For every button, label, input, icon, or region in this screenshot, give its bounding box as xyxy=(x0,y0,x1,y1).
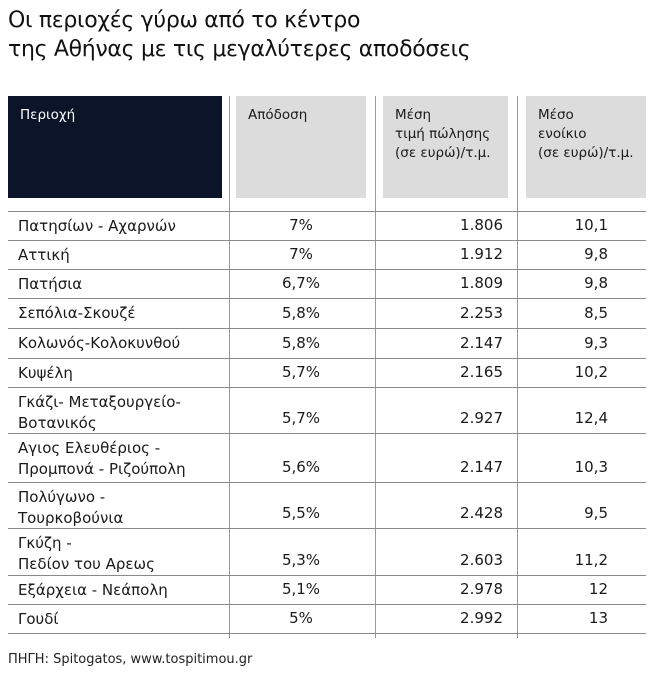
price-cell: 2.165 xyxy=(460,363,503,381)
table-row xyxy=(8,387,646,433)
yield-cell: 5,8% xyxy=(281,334,321,352)
rent-cell: 9,8 xyxy=(584,274,608,292)
table-row xyxy=(8,358,646,387)
area-cell: Γουδί xyxy=(18,610,59,628)
price-cell: 2.992 xyxy=(460,609,503,627)
rent-cell: 12,4 xyxy=(574,409,608,427)
yield-cell: 5% xyxy=(289,609,313,627)
table-row xyxy=(8,298,646,328)
price-cell: 1.912 xyxy=(460,245,503,263)
source-note: ΠΗΓΗ: Spitogatos, www.tospitimou.gr xyxy=(8,652,253,667)
area-cell: Σεπόλια-Σκουζέ xyxy=(18,304,136,322)
rent-cell: 9,5 xyxy=(584,504,608,522)
rent-cell: 12 xyxy=(588,580,608,598)
yield-cell: 5,7% xyxy=(281,363,321,381)
yield-cell: 5,6% xyxy=(281,458,321,476)
rent-cell: 10,2 xyxy=(574,363,608,381)
area-cell: Αττική xyxy=(18,246,70,264)
title-line-2: της Αθήνας με τις μεγαλύτερες αποδόσεις xyxy=(8,37,471,62)
rent-cell: 10,3 xyxy=(574,458,608,476)
header-yield: Απόδοση xyxy=(236,96,366,198)
rent-cell: 11,2 xyxy=(574,551,608,569)
price-cell: 2.253 xyxy=(460,304,503,322)
area-cell: Κολωνός-Κολοκυνθού xyxy=(18,334,181,352)
yield-cell: 5,8% xyxy=(281,304,321,322)
yield-cell: 7% xyxy=(289,216,313,234)
table-row xyxy=(8,328,646,358)
area-cell: Πατήσια xyxy=(18,275,83,293)
price-cell: 1.806 xyxy=(460,216,503,234)
area-cell: Γκύζη - Πεδίον του Αρεως xyxy=(18,534,155,573)
price-cell: 2.978 xyxy=(460,580,503,598)
table-row xyxy=(8,269,646,298)
rent-cell: 10,1 xyxy=(574,216,608,234)
table-row xyxy=(8,528,646,575)
header-rent: Μέσο ενοίκιο (σε ευρώ)/τ.μ. xyxy=(526,96,646,198)
yield-cell: 7% xyxy=(289,245,313,263)
table-row xyxy=(8,604,646,634)
table-row xyxy=(8,211,646,240)
header-price: Μέση τιμή πώλησης (σε ευρώ)/τ.μ. xyxy=(383,96,508,198)
area-cell: Γκάζι- Μεταξουργείο- Βοτανικός xyxy=(18,393,181,432)
yield-cell: 6,7% xyxy=(281,274,321,292)
table-row xyxy=(8,482,646,528)
price-cell: 2.927 xyxy=(460,409,503,427)
table-row xyxy=(8,575,646,604)
price-cell: 1.809 xyxy=(460,274,503,292)
yield-cell: 5,5% xyxy=(281,504,321,522)
yield-cell: 5,3% xyxy=(281,551,321,569)
price-cell: 2.603 xyxy=(460,551,503,569)
area-cell: Κυψέλη xyxy=(18,364,73,382)
area-cell: Εξάρχεια - Νεάπολη xyxy=(18,581,168,599)
page-title xyxy=(8,6,648,64)
area-cell: Πολύγωνο - Τουρκοβούνια xyxy=(18,488,124,527)
header-area: Περιοχή xyxy=(8,96,222,198)
area-cell: Πατησίων - Αχαρνών xyxy=(18,217,176,235)
area-cell: Αγιος Ελευθέριος - Προμπονά - Ριζούπολη xyxy=(18,439,186,478)
rent-cell: 9,3 xyxy=(584,334,608,352)
table-row xyxy=(8,433,646,482)
data-table xyxy=(8,211,646,634)
price-cell: 2.428 xyxy=(460,504,503,522)
rent-cell: 13 xyxy=(588,609,608,627)
table-row xyxy=(8,240,646,269)
yield-cell: 5,7% xyxy=(281,409,321,427)
rent-cell: 9,8 xyxy=(584,245,608,263)
price-cell: 2.147 xyxy=(460,458,503,476)
rent-cell: 8,5 xyxy=(584,304,608,322)
title-line-1: Οι περιοχές γύρω από το κέντρο xyxy=(8,8,361,33)
price-cell: 2.147 xyxy=(460,334,503,352)
yield-cell: 5,1% xyxy=(281,580,321,598)
